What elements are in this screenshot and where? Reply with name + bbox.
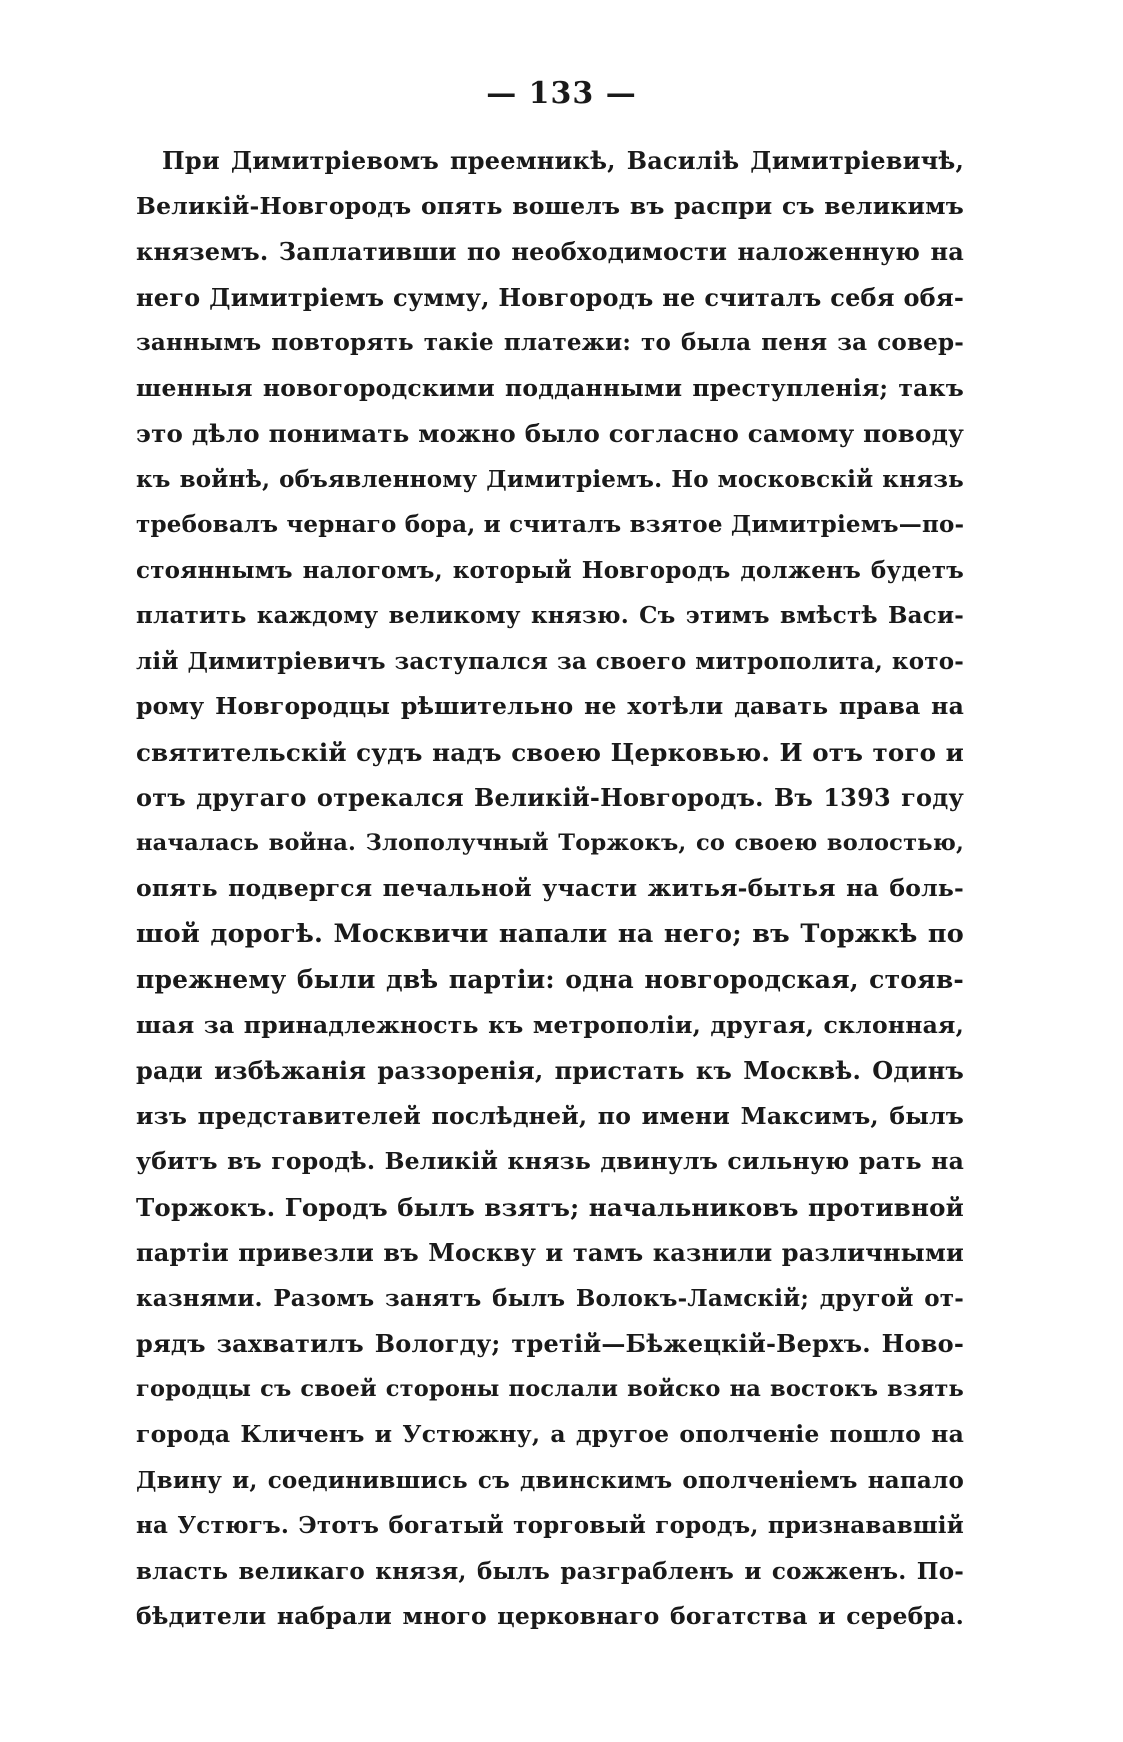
text-line: шенныя новогородскими подданными преступленія; такъ	[136, 373, 964, 402]
text-line: партіи привезли въ Москву и тамъ казнили различными	[136, 1238, 964, 1267]
text-line: къ войнѣ, объявленному Димитріемъ. Но московскій князь	[136, 465, 964, 493]
text-line: опять подвергся печальной участи житья-бытья на боль-	[136, 874, 964, 902]
text-line: отъ другаго отрекался Великій-Новгородъ. Въ 1393 году	[136, 783, 964, 812]
text-line: При Димитріевомъ преемникѣ, Василіѣ Димитріевичѣ,	[162, 146, 964, 175]
page-number: — 133 —	[486, 76, 637, 111]
text-line: шой дорогѣ. Москвичи напали на него; въ Торжкѣ по	[136, 918, 964, 949]
text-line: власть великаго князя, былъ разграбленъ и сожженъ. По-	[136, 1557, 964, 1585]
text-line: заннымъ повторять такіе платежи: то была пеня за совер-	[136, 329, 964, 356]
text-line: бѣдители набрали много церковнаго богатства и серебра.	[136, 1602, 964, 1630]
text-line: ради избѣжанія раззоренія, пристать къ Москвѣ. Одинъ	[136, 1056, 964, 1085]
text-line: городцы съ своей стороны послали войско на востокъ взять	[136, 1375, 964, 1402]
text-line: рому Новгородцы рѣшительно не хотѣли давать права на	[136, 692, 964, 720]
text-line: города Кличенъ и Устюжну, а другое ополченіе пошло на	[136, 1420, 964, 1448]
text-line: княземъ. Заплативши по необходимости наложенную на	[136, 237, 964, 266]
text-line: Двину и, соединившись съ двинскимъ ополченіемъ напало	[136, 1466, 964, 1494]
text-line: лій Димитріевичъ заступался за своего митрополита, кото-	[136, 647, 964, 675]
text-line: это дѣло понимать можно было согласно самому поводу	[136, 419, 964, 448]
text-line: него Димитріемъ сумму, Новгородъ не считалъ себя обя-	[136, 282, 964, 312]
text-line: стояннымъ налогомъ, который Новгородъ долженъ будетъ	[136, 556, 964, 584]
text-line: убитъ въ городѣ. Великій князь двинулъ сильную рать на	[136, 1147, 964, 1175]
text-line: Великій-Новгородъ опять вошелъ въ распри съ великимъ	[136, 191, 964, 220]
text-line: святительскій судъ надъ своею Церковью. И отъ того и	[136, 737, 964, 767]
text-line: на Устюгъ. Этотъ богатый торговый городъ, признававшій	[136, 1512, 964, 1539]
text-line: Торжокъ. Городъ былъ взятъ; начальниковъ противной	[136, 1192, 964, 1222]
text-line: требовалъ чернаго бора, и считалъ взятое Димитріемъ—по-	[136, 511, 965, 538]
text-line: изъ представителей послѣдней, по имени Максимъ, былъ	[136, 1101, 964, 1130]
text-line: шая за принадлежность къ метрополіи, другая, склонная,	[136, 1010, 964, 1039]
body-text	[136, 138, 964, 1640]
text-line: прежнему были двѣ партіи: одна новгородская, стояв-	[136, 965, 964, 994]
text-line: казнями. Разомъ занятъ былъ Волокъ-Ламскій; другой от-	[136, 1284, 964, 1312]
text-line: рядъ захватилъ Вологду; третій—Бѣжецкій-Верхъ. Ново-	[136, 1329, 964, 1358]
text-line: началась война. Злополучный Торжокъ, со своею волостью,	[136, 829, 964, 856]
text-line: платить каждому великому князю. Съ этимъ вмѣстѣ Васи-	[136, 602, 964, 629]
